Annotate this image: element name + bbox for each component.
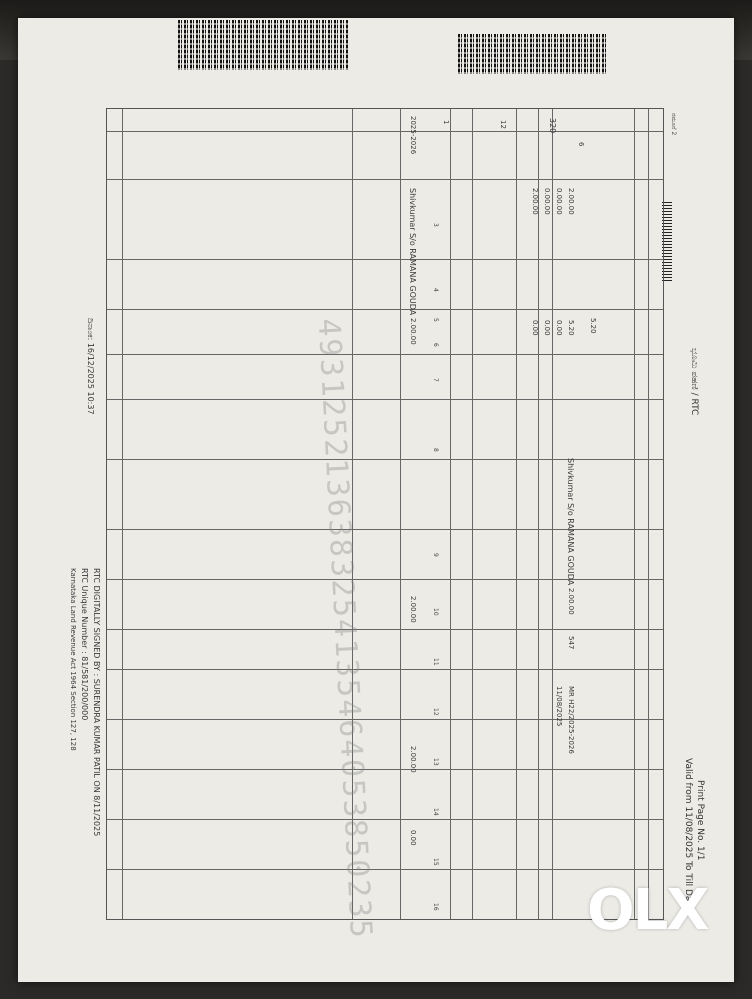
watermark-number: 4931252136383254135464053850235: [310, 317, 379, 941]
column-number-13: 13: [432, 758, 439, 766]
column-number-9: 9: [432, 553, 439, 557]
rtc-table: [106, 108, 664, 920]
valid-from-label: Valid from 11/08/2025 To Till Date: [683, 758, 693, 911]
crop-area-b: 2.00.00: [409, 746, 417, 773]
area-value-1: 2.00.00: [567, 188, 575, 215]
digital-signature: RTC DIGITALLY SIGNED BY : SURENDRA KUMAR PATIL ON 8/11/2025: [92, 568, 101, 837]
column-number-11: 11: [432, 658, 439, 666]
column-number-6: 6: [432, 343, 439, 347]
column-number-4: 4: [432, 288, 439, 292]
column-number-14: 14: [432, 808, 439, 816]
rtc-sheet-rotated: [18, 18, 734, 982]
owner-name: Shivkumar S/o RAMANA GOUDA: [566, 458, 575, 586]
rtc-document-paper: [18, 18, 734, 982]
crop-area-a: 2.00.00: [409, 596, 417, 623]
serial-number: 1: [442, 120, 450, 125]
column-number-16: 16: [432, 903, 439, 911]
area-value-4: 2.00.00: [531, 188, 539, 215]
form-number: ನಮೂನೆ 2: [670, 113, 677, 136]
act-reference: Karnataka Land Revenue Act 1964 Section 127, 128: [69, 568, 77, 751]
print-page-label: Print Page No. 1/1: [695, 780, 705, 861]
column-number-8: 8: [432, 448, 439, 452]
column-number-15: 15: [432, 858, 439, 866]
section-number: 6: [577, 142, 585, 147]
cultivation-year: 2025-2026: [409, 116, 417, 155]
rtc-unique-number: RTC Unique Number : 81/581/200/000: [80, 568, 89, 721]
section-12-label: 12: [499, 120, 507, 129]
sum-b: 5.20: [589, 318, 597, 334]
column-number-12: 12: [432, 708, 439, 716]
column-number-10: 10: [432, 608, 439, 616]
mr-number: MR H22/2025-2026: [567, 686, 575, 754]
col4-value-1: 5.20: [567, 320, 575, 336]
column-number-7: 7: [432, 378, 439, 382]
owner-khata: 547: [567, 636, 575, 650]
olx-logo-text: OLX: [587, 878, 708, 943]
area-acre: 320: [548, 118, 557, 134]
crop-value: 0.00: [409, 830, 417, 846]
cultivator-name: Shivkumar S/o RAMANA GOUDA: [408, 188, 417, 316]
area-value-3: 0.00.00: [543, 188, 551, 215]
olx-logo: [587, 878, 737, 948]
cultivator-area: 2.00.00: [409, 318, 417, 345]
col4-value-2: 0.00: [555, 320, 563, 336]
area-value-2: 0.00.00: [555, 188, 563, 215]
col4-value-4: 0.00: [531, 320, 539, 336]
column-number-3: 3: [432, 223, 439, 227]
print-date-time: ದಿನಾಂಕ: 16/12/2025 10:37: [86, 318, 95, 415]
owner-area: 2.00.00: [567, 588, 575, 615]
mr-date: 11/08/2025: [555, 686, 563, 727]
column-number-5: 5: [432, 318, 439, 322]
col4-value-3: 0.00: [543, 320, 551, 336]
document-title: ಭೂಮಿ ಪಹಣಿ / RTC: [689, 348, 699, 416]
